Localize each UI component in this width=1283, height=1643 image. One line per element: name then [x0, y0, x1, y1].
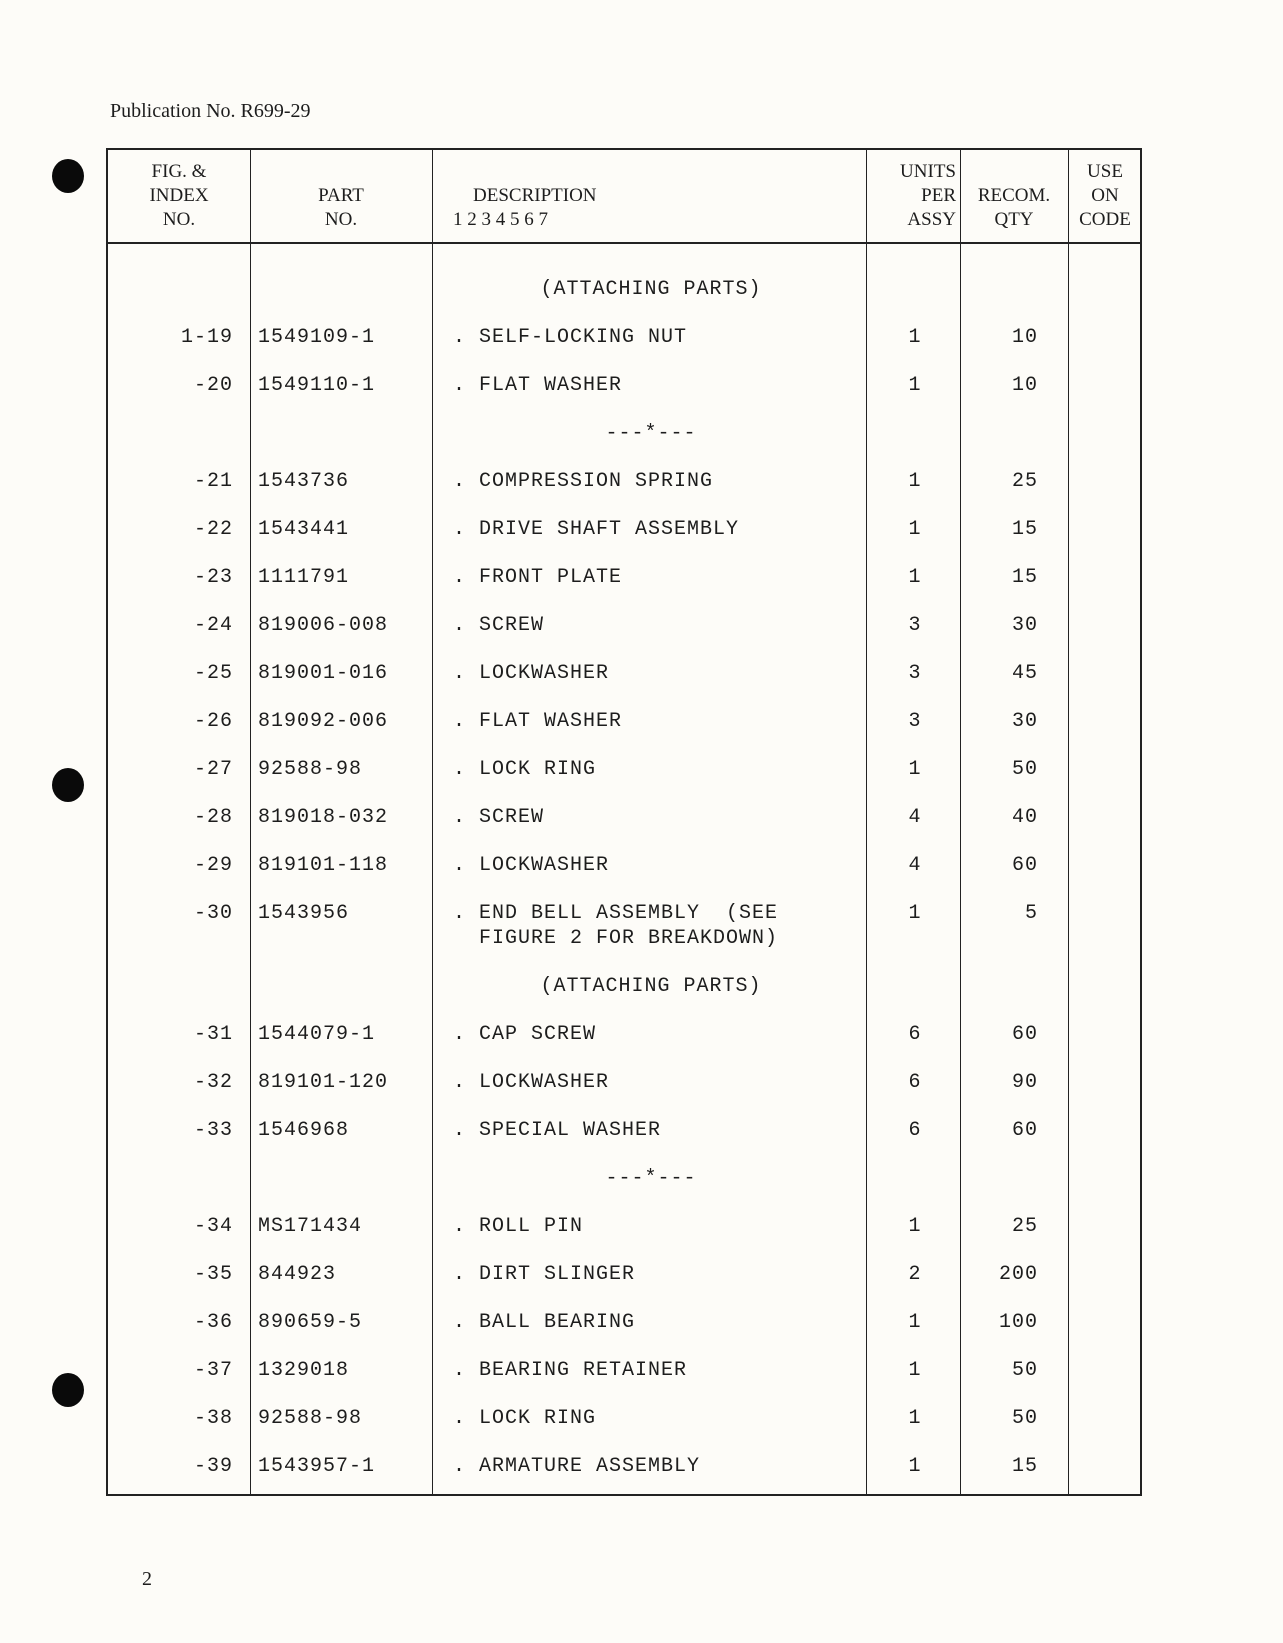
- description: . BEARING RETAINER: [453, 1359, 688, 1382]
- table-row: [108, 313, 1140, 361]
- description: . DIRT SLINGER: [453, 1263, 636, 1286]
- description: . END BELL ASSEMBLY (SEE FIGURE 2 FOR BREAKDOWN): [453, 902, 779, 950]
- units-per-assy: 1: [908, 1359, 922, 1382]
- index-number: -28: [193, 806, 233, 829]
- index-number: -22: [193, 518, 233, 541]
- part-number: MS171434: [258, 1215, 363, 1238]
- recommended-qty: 50: [1011, 758, 1038, 781]
- part-number: 819101-118: [258, 854, 389, 877]
- index-number: -26: [193, 710, 233, 733]
- description: . LOCK RING: [453, 758, 597, 781]
- table-row: [108, 1250, 1140, 1298]
- units-per-assy: 3: [908, 662, 922, 685]
- recommended-qty: 45: [1011, 662, 1038, 685]
- recommended-qty: 100: [998, 1311, 1038, 1334]
- header-part-no: PART NO.: [318, 185, 364, 230]
- units-per-assy: 6: [908, 1071, 922, 1094]
- section-note: ---*---: [605, 422, 697, 445]
- table-row: [108, 601, 1140, 649]
- recommended-qty: 60: [1011, 854, 1038, 877]
- units-per-assy: 3: [908, 710, 922, 733]
- units-per-assy: 1: [908, 1311, 922, 1334]
- description: . FLAT WASHER: [453, 374, 623, 397]
- index-number: 1-19: [180, 326, 233, 349]
- punch-hole: [52, 159, 84, 193]
- part-number: 1549109-1: [258, 326, 376, 349]
- part-number: 819006-008: [258, 614, 389, 637]
- units-per-assy: 6: [908, 1119, 922, 1142]
- parts-list-table: [106, 148, 1142, 1496]
- punch-hole: [52, 768, 84, 802]
- index-number: -25: [193, 662, 233, 685]
- part-number: 819092-006: [258, 710, 389, 733]
- recommended-qty: 5: [1024, 902, 1038, 925]
- description: . LOCKWASHER: [453, 854, 610, 877]
- index-number: -35: [193, 1263, 233, 1286]
- part-number: 1543956: [258, 902, 350, 925]
- table-row: [108, 1202, 1140, 1250]
- recommended-qty: 90: [1011, 1071, 1038, 1094]
- part-number: 1111791: [258, 566, 350, 589]
- description: . FLAT WASHER: [453, 710, 623, 733]
- part-number: 92588-98: [258, 1407, 363, 1430]
- table-body: [108, 265, 1140, 1490]
- units-per-assy: 1: [908, 758, 922, 781]
- recommended-qty: 40: [1011, 806, 1038, 829]
- table-row: [108, 793, 1140, 841]
- units-per-assy: 1: [908, 566, 922, 589]
- description: . SELF-LOCKING NUT: [453, 326, 688, 349]
- description: . COMPRESSION SPRING: [453, 470, 714, 493]
- index-number: -27: [193, 758, 233, 781]
- table-row: [108, 505, 1140, 553]
- part-number: 1329018: [258, 1359, 350, 1382]
- table-row: [108, 553, 1140, 601]
- index-number: -32: [193, 1071, 233, 1094]
- section-note-row: [108, 409, 1140, 457]
- recommended-qty: 10: [1011, 326, 1038, 349]
- units-per-assy: 4: [908, 854, 922, 877]
- description: . SPECIAL WASHER: [453, 1119, 662, 1142]
- part-number: 819001-016: [258, 662, 389, 685]
- description: . ROLL PIN: [453, 1215, 584, 1238]
- table-row: [108, 649, 1140, 697]
- description: . BALL BEARING: [453, 1311, 636, 1334]
- units-per-assy: 1: [908, 1455, 922, 1478]
- part-number: 1544079-1: [258, 1023, 376, 1046]
- units-per-assy: 4: [908, 806, 922, 829]
- table-row: [108, 745, 1140, 793]
- part-number: 1546968: [258, 1119, 350, 1142]
- description: . ARMATURE ASSEMBLY: [453, 1455, 701, 1478]
- index-number: -24: [193, 614, 233, 637]
- units-per-assy: 2: [908, 1263, 922, 1286]
- index-number: -20: [193, 374, 233, 397]
- units-per-assy: 1: [908, 374, 922, 397]
- part-number: 890659-5: [258, 1311, 363, 1334]
- units-per-assy: 1: [908, 470, 922, 493]
- part-number: 1543441: [258, 518, 350, 541]
- index-number: -39: [193, 1455, 233, 1478]
- description: . LOCKWASHER: [453, 1071, 610, 1094]
- header-recom-qty: RECOM. QTY: [977, 185, 1051, 230]
- recommended-qty: 60: [1011, 1119, 1038, 1142]
- table-row: [108, 1394, 1140, 1442]
- page-number: 2: [142, 1568, 152, 1590]
- section-note: (ATTACHING PARTS): [540, 975, 762, 998]
- units-per-assy: 3: [908, 614, 922, 637]
- header-description: DESCRIPTION 1 2 3 4 5 6 7: [453, 185, 597, 230]
- description: . SCREW: [453, 614, 545, 637]
- table-row: [108, 889, 1140, 962]
- index-number: -38: [193, 1407, 233, 1430]
- recommended-qty: 10: [1011, 374, 1038, 397]
- part-number: 92588-98: [258, 758, 363, 781]
- description: . LOCK RING: [453, 1407, 597, 1430]
- section-note-row: [108, 265, 1140, 313]
- punch-hole: [52, 1373, 84, 1407]
- units-per-assy: 1: [908, 1407, 922, 1430]
- units-per-assy: 6: [908, 1023, 922, 1046]
- section-note: (ATTACHING PARTS): [540, 278, 762, 301]
- table-row: [108, 1106, 1140, 1154]
- section-note-row: [108, 962, 1140, 1010]
- publication-number: Publication No. R699-29: [110, 100, 311, 122]
- description: . FRONT PLATE: [453, 566, 623, 589]
- index-number: -23: [193, 566, 233, 589]
- recommended-qty: 30: [1011, 710, 1038, 733]
- table-row: [108, 1298, 1140, 1346]
- recommended-qty: 50: [1011, 1359, 1038, 1382]
- recommended-qty: 15: [1011, 566, 1038, 589]
- table-row: [108, 361, 1140, 409]
- units-per-assy: 1: [908, 326, 922, 349]
- description: . CAP SCREW: [453, 1023, 597, 1046]
- part-number: 819018-032: [258, 806, 389, 829]
- header-units-per-assy: UNITS PER ASSY: [900, 161, 956, 230]
- part-number: 844923: [258, 1263, 337, 1286]
- table-row: [108, 697, 1140, 745]
- index-number: -37: [193, 1359, 233, 1382]
- table-row: [108, 1058, 1140, 1106]
- description: . SCREW: [453, 806, 545, 829]
- recommended-qty: 200: [998, 1263, 1038, 1286]
- recommended-qty: 30: [1011, 614, 1038, 637]
- table-row: [108, 841, 1140, 889]
- units-per-assy: 1: [908, 518, 922, 541]
- header-use-on-code: USE ON CODE: [1079, 161, 1131, 230]
- description: . DRIVE SHAFT ASSEMBLY: [453, 518, 740, 541]
- recommended-qty: 15: [1011, 1455, 1038, 1478]
- index-number: -33: [193, 1119, 233, 1142]
- index-number: -36: [193, 1311, 233, 1334]
- table-row: [108, 1010, 1140, 1058]
- section-note: ---*---: [605, 1167, 697, 1190]
- part-number: 1549110-1: [258, 374, 376, 397]
- units-per-assy: 1: [908, 1215, 922, 1238]
- description: . LOCKWASHER: [453, 662, 610, 685]
- recommended-qty: 25: [1011, 1215, 1038, 1238]
- table-row: [108, 457, 1140, 505]
- index-number: -29: [193, 854, 233, 877]
- index-number: -31: [193, 1023, 233, 1046]
- recommended-qty: 15: [1011, 518, 1038, 541]
- section-note-row: [108, 1154, 1140, 1202]
- index-number: -21: [193, 470, 233, 493]
- table-row: [108, 1442, 1140, 1490]
- part-number: 819101-120: [258, 1071, 389, 1094]
- table-row: [108, 1346, 1140, 1394]
- index-number: -30: [193, 902, 233, 925]
- table-header: [108, 150, 1140, 244]
- recommended-qty: 25: [1011, 470, 1038, 493]
- recommended-qty: 50: [1011, 1407, 1038, 1430]
- units-per-assy: 1: [908, 902, 922, 925]
- part-number: 1543957-1: [258, 1455, 376, 1478]
- recommended-qty: 60: [1011, 1023, 1038, 1046]
- header-fig-index: FIG. & INDEX NO.: [149, 161, 209, 230]
- part-number: 1543736: [258, 470, 350, 493]
- index-number: -34: [193, 1215, 233, 1238]
